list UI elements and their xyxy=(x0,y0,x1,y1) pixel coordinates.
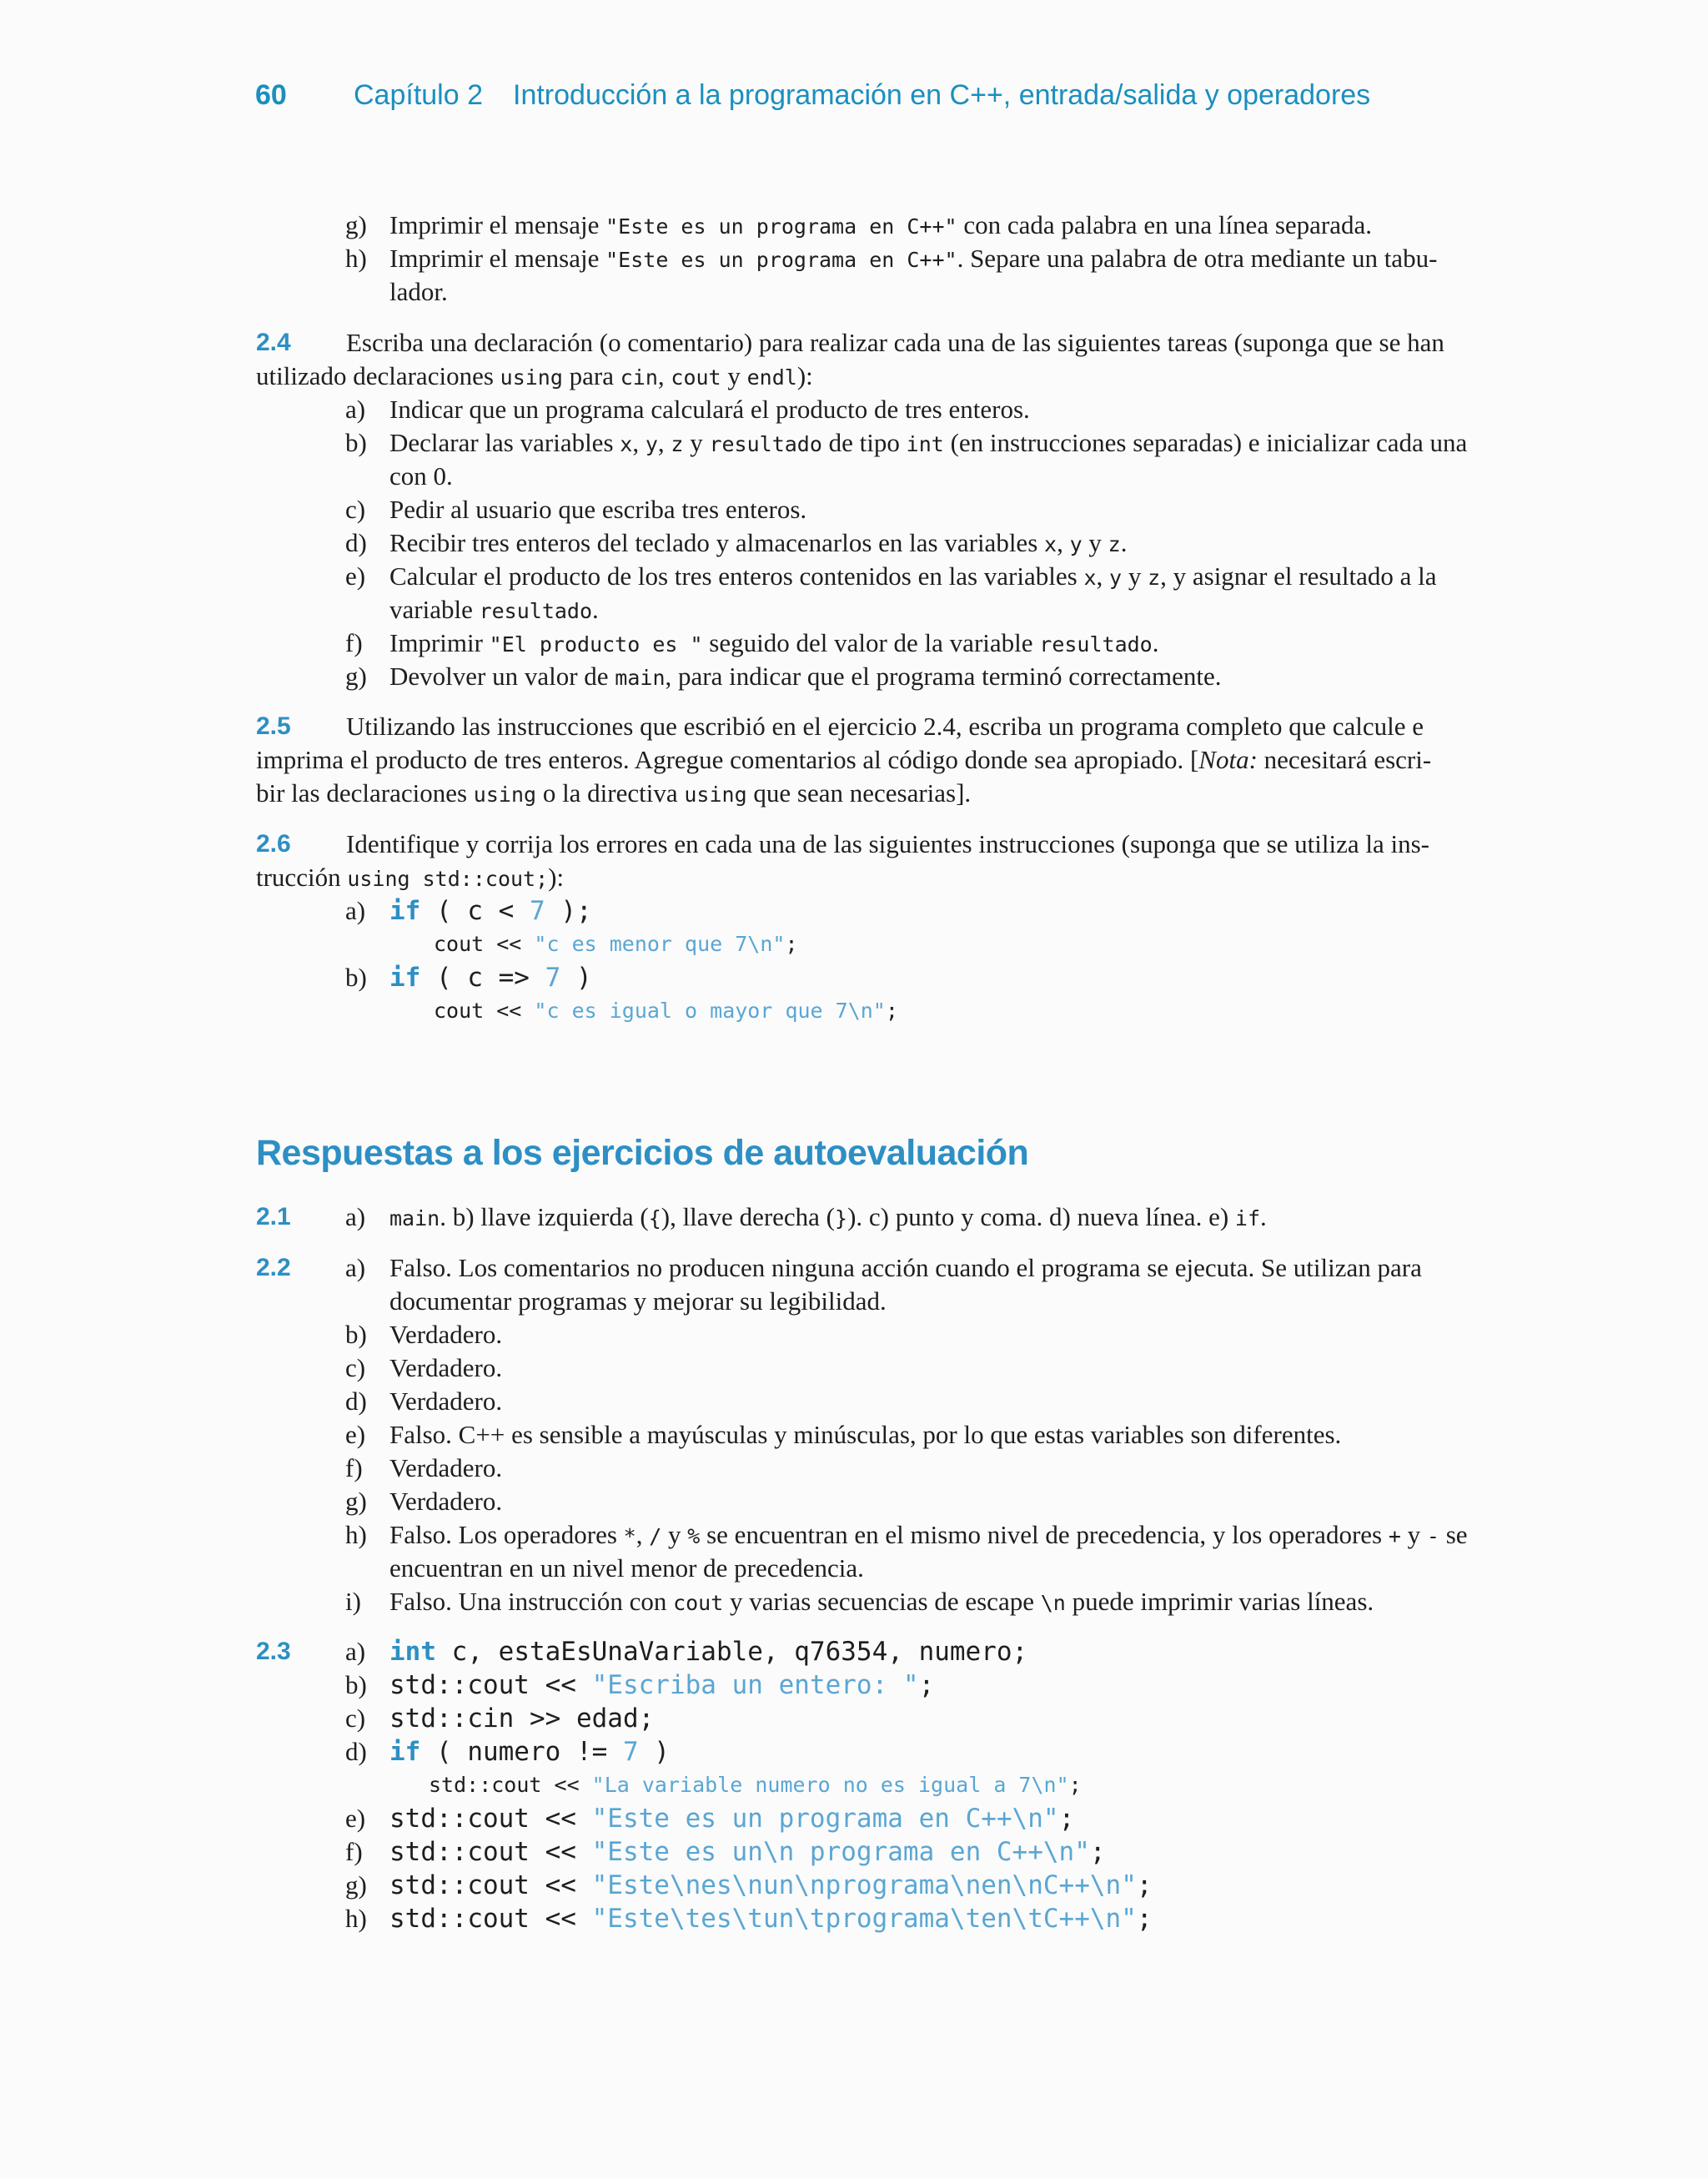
code-line: if ( numero != 7 ) xyxy=(389,1737,670,1767)
item-label: b) xyxy=(345,963,367,992)
exercise-item-continuation: lador. xyxy=(389,277,448,306)
exercise-item: Calcular el producto de los tres enteros contenidos en las variables x, y y z, y asignar el resultado a la xyxy=(389,561,1437,591)
item-label: e) xyxy=(345,1420,366,1449)
exercise-item-continuation: con 0. xyxy=(389,461,453,491)
running-header xyxy=(255,79,1370,112)
chapter-label: Capítulo 2 xyxy=(354,79,483,111)
answer-number: 2.1 xyxy=(256,1203,291,1230)
item-label: b) xyxy=(345,428,367,457)
exercise-text: imprima el producto de tres enteros. Agregue comentarios al código donde sea apropiado. [Nota: necesitará escri- xyxy=(256,745,1432,774)
exercise-item: Imprimir "El producto es " seguido del valor de la variable resultado. xyxy=(389,628,1159,657)
chapter-title: Introducción a la programación en C++, entrada/salida y operadores xyxy=(513,79,1371,111)
item-label: f) xyxy=(345,1453,363,1482)
answer-text: Verdadero. xyxy=(389,1353,503,1382)
code-line: std::cin >> edad; xyxy=(389,1703,655,1734)
code-line: int c, estaEsUnaVariable, q76354, numero; xyxy=(389,1637,1028,1667)
answer-text: Falso. Los comentarios no producen ninguna acción cuando el programa se ejecuta. Se utilizan para xyxy=(389,1253,1422,1282)
item-label: c) xyxy=(345,1353,366,1382)
exercise-text: Utilizando las instrucciones que escribió en el ejercicio 2.4, escriba un programa completo que calcule e xyxy=(346,712,1424,741)
code-line: std::cout << "Este\nes\nun\nprograma\nen\nC++\n"; xyxy=(389,1870,1153,1900)
item-label: h) xyxy=(345,1520,367,1549)
item-label: h) xyxy=(345,244,367,273)
exercise-text: Identifique y corrija los errores en cada una de las siguientes instrucciones (suponga que se utiliza la ins- xyxy=(346,829,1429,858)
item-label: d) xyxy=(345,1737,367,1766)
item-label: c) xyxy=(345,495,366,524)
exercise-item: Recibir tres enteros del teclado y almacenarlos en las variables x, y y z. xyxy=(389,528,1128,557)
answer-text: Falso. C++ es sensible a mayúsculas y minúsculas, por lo que estas variables son diferentes. xyxy=(389,1420,1342,1449)
code-line: std::cout << "Este es un programa en C++\n"; xyxy=(389,1804,1075,1834)
item-label: b) xyxy=(345,1320,367,1349)
exercise-number: 2.4 xyxy=(256,329,291,356)
code-line: std::cout << "Este es un\n programa en C++\n"; xyxy=(389,1837,1106,1867)
item-label: d) xyxy=(345,1386,367,1416)
item-label: a) xyxy=(345,1253,366,1282)
item-label: a) xyxy=(345,395,366,424)
item-label: a) xyxy=(345,1202,366,1231)
item-label: i) xyxy=(345,1587,361,1616)
code-line: std::cout << "La variable numero no es igual a 7\n"; xyxy=(429,1773,1082,1797)
exercise-number: 2.5 xyxy=(256,712,291,740)
answer-text: Falso. Los operadores *, / y % se encuentran en el mismo nivel de precedencia, y los operadores + y - se xyxy=(389,1520,1468,1549)
item-label: f) xyxy=(345,628,363,657)
answer-number: 2.2 xyxy=(256,1254,291,1281)
code-line: if ( c < 7 ); xyxy=(389,896,592,926)
answer-text: Verdadero. xyxy=(389,1386,503,1416)
code-line: std::cout << "Escriba un entero: "; xyxy=(389,1670,935,1700)
answer-text: Verdadero. xyxy=(389,1487,503,1516)
answer-text: main. b) llave izquierda ({), llave derecha (}). c) punto y coma. d) nueva línea. e) if. xyxy=(389,1202,1267,1231)
item-label: f) xyxy=(345,1837,363,1866)
exercise-intro: utilizado declaraciones using para cin, cout y endl): xyxy=(256,361,813,390)
item-label: g) xyxy=(345,1487,367,1516)
exercise-item-continuation: variable resultado. xyxy=(389,595,599,624)
item-label: e) xyxy=(345,1804,366,1833)
code-line: if ( c => 7 ) xyxy=(389,963,592,993)
exercise-text: trucción using std::cout;): xyxy=(256,863,565,892)
exercise-item: Indicar que un programa calculará el producto de tres enteros. xyxy=(389,395,1030,424)
answer-text-continuation: documentar programas y mejorar su legibilidad. xyxy=(389,1286,887,1316)
item-label: b) xyxy=(345,1670,367,1699)
item-label: e) xyxy=(345,561,366,591)
item-label: c) xyxy=(345,1703,366,1733)
code-line: std::cout << "Este\tes\tun\tprograma\ten\tC++\n"; xyxy=(389,1904,1153,1934)
page-number: 60 xyxy=(255,79,287,111)
exercise-item: Imprimir el mensaje "Este es un programa en C++" con cada palabra en una línea separada. xyxy=(389,210,1373,239)
answer-text: Falso. Una instrucción con cout y varias secuencias de escape \n puede imprimir varias líneas. xyxy=(389,1587,1374,1616)
item-label: a) xyxy=(345,896,366,925)
exercise-item: Imprimir el mensaje "Este es un programa en C++". Separe una palabra de otra mediante un tabu- xyxy=(389,244,1438,273)
answer-text: Verdadero. xyxy=(389,1453,503,1482)
exercise-intro: Escriba una declaración (o comentario) para realizar cada una de las siguientes tareas (suponga que se han xyxy=(346,328,1444,357)
item-label: g) xyxy=(345,210,367,239)
item-label: a) xyxy=(345,1637,366,1666)
section-heading: Respuestas a los ejercicios de autoevaluación xyxy=(256,1133,1029,1173)
answer-text-continuation: encuentran en un nivel menor de precedencia. xyxy=(389,1553,864,1583)
exercise-item: Devolver un valor de main, para indicar que el programa terminó correctamente. xyxy=(389,662,1222,691)
code-line: cout << "c es igual o mayor que 7\n"; xyxy=(434,999,898,1023)
exercise-item: Declarar las variables x, y, z y resultado de tipo int (en instrucciones separadas) e inicializar cada una xyxy=(389,428,1468,457)
exercise-item: Pedir al usuario que escriba tres enteros. xyxy=(389,495,807,524)
exercise-number: 2.6 xyxy=(256,830,291,858)
item-label: g) xyxy=(345,1870,367,1900)
item-label: h) xyxy=(345,1904,367,1933)
exercise-text: bir las declaraciones using o la directiva using que sean necesarias]. xyxy=(256,778,972,808)
answer-text: Verdadero. xyxy=(389,1320,503,1349)
code-line: cout << "c es menor que 7\n"; xyxy=(434,932,798,956)
item-label: g) xyxy=(345,662,367,691)
item-label: d) xyxy=(345,528,367,557)
answer-number: 2.3 xyxy=(256,1638,291,1665)
